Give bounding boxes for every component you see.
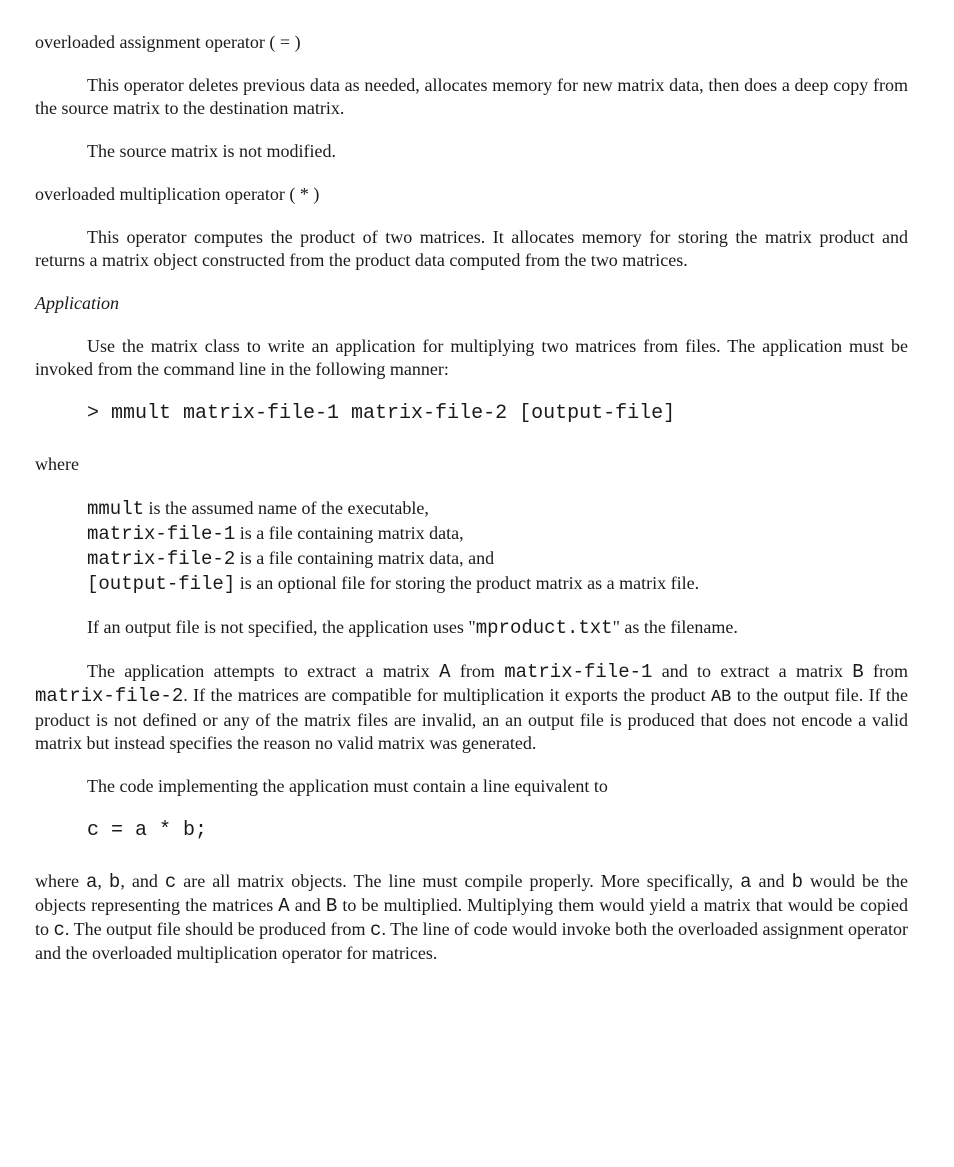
code-run: c	[53, 919, 65, 941]
text-run: from	[450, 661, 505, 681]
code-run: c	[164, 871, 177, 893]
multiplication-operator-heading: overloaded multiplication operator ( * )	[35, 184, 320, 204]
application-description: Use the matrix class to write an application for multiplying two matrices from files. The application must be invoked from the command line in the following manner:	[35, 336, 908, 379]
output-default-paragraph	[35, 616, 908, 640]
text-run: The application attempts to extract a matrix	[87, 661, 440, 681]
definition-item	[87, 546, 908, 571]
code-run: c	[370, 919, 382, 941]
default-filename: mproduct.txt	[475, 617, 613, 639]
code-intro-paragraph: The code implementing the application must contain a line equivalent to	[87, 776, 608, 796]
assignment-note: The source matrix is not modified.	[87, 141, 336, 161]
code-run: AB	[710, 688, 732, 707]
text-run: ,	[97, 871, 109, 891]
definition-text: is an optional file for storing the product matrix as a matrix file.	[235, 573, 700, 593]
text-run: where	[35, 871, 86, 891]
application-heading: Application	[35, 293, 119, 313]
definition-item	[87, 571, 908, 596]
code-run: A	[439, 661, 451, 683]
code-run: B	[852, 661, 864, 683]
extraction-paragraph	[35, 660, 908, 755]
assignment-operator-heading: overloaded assignment operator ( = )	[35, 32, 301, 52]
text-run: from	[863, 661, 908, 681]
definition-code: [output-file]	[87, 573, 236, 595]
text-run: are all matrix objects. The line must compile properly. More specifically,	[176, 871, 741, 891]
text-run: . The output file should be produced from	[64, 919, 371, 939]
definition-code: matrix-file-1	[87, 523, 236, 545]
multiplication-description: This operator computes the product of two matrices. It allocates memory for storing the matrix product and returns a matrix object constructed from the product data computed from the two matrices.	[35, 227, 908, 270]
code-run: a	[86, 871, 98, 893]
code-run: B	[325, 895, 338, 917]
definition-item	[87, 496, 908, 521]
text-run: to the output file. If the product is not defined or any of the matrix files are invalid, an an output file is produced that does not encode a valid matrix but instead specifies the reason no valid matrix was generated.	[35, 685, 908, 753]
code-run: b	[108, 871, 121, 893]
text-run: to be multiplied. Multiplying them would yield a matrix that would be copied to	[35, 895, 908, 939]
final-paragraph	[35, 870, 908, 965]
text-run: " as the filename.	[612, 617, 738, 637]
text-run: and	[289, 895, 326, 915]
definition-code: mmult	[87, 498, 145, 520]
text-run: . The line of code would invoke both the overloaded assignment operator and the overloaded multiplication operator for matrices.	[35, 919, 908, 963]
definition-item	[87, 521, 908, 546]
where-label: where	[35, 454, 79, 474]
definition-text: is the assumed name of the executable,	[144, 498, 429, 518]
code-run: matrix-file-1	[504, 661, 653, 683]
definition-text: is a file containing matrix data,	[235, 523, 464, 543]
code-line-example: c = a * b;	[87, 819, 208, 842]
code-run: A	[278, 895, 290, 917]
code-run: a	[740, 871, 752, 893]
definition-text: is a file containing matrix data, and	[235, 548, 495, 568]
text-run: and	[751, 871, 792, 891]
text-run: , and	[120, 871, 165, 891]
argument-definitions	[35, 496, 908, 596]
definition-code: matrix-file-2	[87, 548, 236, 570]
code-run: matrix-file-2	[35, 685, 184, 707]
text-run: would be the objects representing the matrices	[35, 871, 908, 915]
text-run: and to extract a matrix	[652, 661, 853, 681]
text-run: . If the matrices are compatible for multiplication it exports the product	[183, 685, 711, 705]
code-run: b	[791, 871, 803, 893]
command-line-example: > mmult matrix-file-1 matrix-file-2 [output-file]	[87, 402, 676, 425]
assignment-description: This operator deletes previous data as needed, allocates memory for new matrix data, then does a deep copy from the source matrix to the destination matrix.	[35, 75, 908, 118]
text-run: If an output file is not specified, the application uses "	[87, 617, 476, 637]
